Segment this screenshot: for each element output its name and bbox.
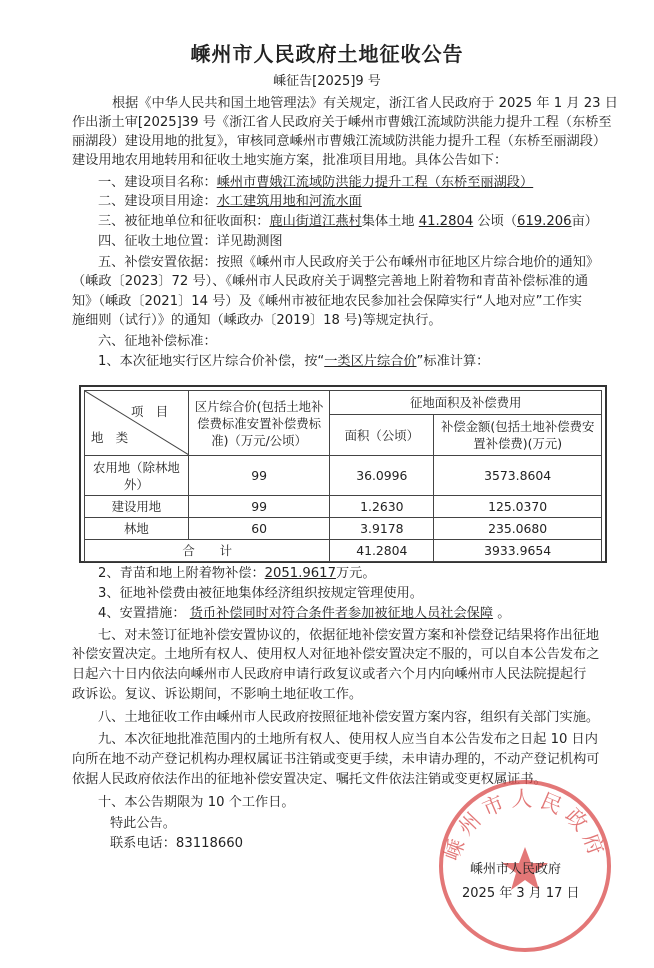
standard-item-2 — [98, 564, 376, 583]
land-price: 99 — [188, 496, 330, 518]
intro-line: 丽湖段）建设用地的批复》，审核同意嵊州市曹娥江流域防洪能力提升工程（东桥至丽湖段） — [72, 134, 607, 149]
table-row — [85, 518, 602, 540]
project-use-value: 水工建筑用地和河流水面 — [216, 194, 362, 209]
para9-line: 九、本次征地批准范围内的土地所有权人、使用权人应当自本公告发布之日起 10 日内 — [98, 732, 598, 747]
table-row — [85, 496, 602, 518]
item4-value: 货币补偿同时对符合条件者参加被征地人员社会保障 — [189, 606, 494, 621]
land-type: 林地 — [85, 518, 189, 540]
para7-line: 补偿安置决定。土地所有权人、使用权人对征地补偿安置决定不服的，可以自本公告发布之 — [72, 647, 600, 662]
area-mu-value: 619.206 — [517, 214, 572, 229]
area-header: 面积（公顷） — [330, 415, 434, 456]
table-row — [85, 456, 602, 496]
land-price: 60 — [188, 518, 330, 540]
basis-line: 施细则（试行）》的通知（嵊政办〔2019〕18 号)等规定执行。 — [72, 313, 442, 328]
land-amount: 235.0680 — [434, 518, 602, 540]
item-project-use — [98, 192, 362, 211]
item2-prefix: 2、青苗和地上附着物补偿： — [98, 566, 265, 581]
land-amount: 3573.8604 — [434, 456, 602, 496]
intro-line: 根据《中华人民共和国土地管理法》有关规定，浙江省人民政府于 2025 年 1 月 23 日 — [112, 96, 618, 111]
table-total-row — [85, 540, 602, 562]
basis-line: 知》（嵊政〔2021〕14 号）及《嵊州市被征地农民参加社会保障实行“人地对应”工作实 — [72, 294, 582, 309]
item4-prefix: 4、安置措施： — [98, 606, 186, 621]
page-title: 嵊州市人民政府土地征收公告 — [190, 42, 464, 66]
compensation-table — [84, 390, 602, 562]
para7-line: 日起六十日内依法向嵊州市人民政府申请行政复议或者六个月内向嵊州市人民法院提起行 — [72, 667, 587, 682]
unit-mid: 集体土地 — [361, 214, 415, 229]
document-number: 嵊征告[2025]9 号 — [273, 74, 381, 89]
item-location: 四、征收土地位置：详见勘测图 — [98, 234, 283, 249]
basis-line: （嵊政〔2023〕72 号）、《嵊州市人民政府关于调整完善地上附着物和青苗补偿标准的通 — [72, 274, 589, 289]
para7-line: 七、对未签订征地补偿安置协议的，依据征地补偿安置方案和补偿登记结果将作出征地 — [98, 628, 600, 643]
intro-line: 作出浙土审[2025]39 号《浙江省人民政府关于嵊州市曹娥江流域防洪能力提升工程（东桥至 — [72, 115, 612, 130]
item-project-name — [98, 173, 533, 192]
total-amount: 3933.9654 — [434, 540, 602, 562]
unit-value: 鹿山街道江燕村 — [269, 214, 362, 229]
price-header: 区片综合价(包括土地补偿费标准安置补偿费标准)（万元/公顷） — [188, 391, 330, 456]
para7-line: 政诉讼。复议、诉讼期间，不影响土地征收工作。 — [72, 687, 363, 702]
land-area: 1.2630 — [330, 496, 434, 518]
para9-line: 向所在地不动产登记机构办理权属证书注销或变更手续，未申请办理的，不动产登记机构可 — [72, 752, 600, 767]
item4-suffix: 。 — [497, 606, 511, 621]
table-corner-cell — [85, 391, 189, 456]
land-area: 3.9178 — [330, 518, 434, 540]
standard-item-3: 3、征地补偿费由被征地集体经济组织按规定管理使用。 — [98, 586, 423, 601]
land-area: 36.0996 — [330, 456, 434, 496]
item2-suffix: 万元。 — [335, 566, 376, 581]
item2-value: 2051.9617 — [264, 566, 336, 581]
total-area: 41.2804 — [330, 540, 434, 562]
seal-text: 嵊州市人民政府 — [439, 787, 611, 864]
signature-organization: 嵊州市人民政府 — [470, 862, 562, 877]
item-label: 二、建设项目用途： — [98, 194, 217, 209]
standard-item-1 — [98, 352, 489, 371]
land-amount: 125.0370 — [434, 496, 602, 518]
standard-1-value: 一类区片综合价 — [324, 354, 417, 369]
land-type: 建设用地 — [85, 496, 189, 518]
standard-item-4 — [98, 604, 510, 623]
para9-line: 依据人民政府依法作出的征地补偿安置决定、嘱托文件依法注销或变更权属证书。 — [72, 772, 547, 787]
area-value: 41.2804 — [418, 214, 474, 229]
paragraph-8: 八、土地征收工作由嵊州市人民政府按照征地补偿安置方案内容，组织有关部门实施。 — [98, 710, 600, 725]
item-label: 一、建设项目名称： — [98, 175, 217, 190]
area-unit: 公顷（ — [477, 214, 518, 229]
amount-header: 补偿金额(包括土地补偿费安置补偿费)(万元) — [434, 415, 602, 456]
area-mu-unit: 亩） — [571, 214, 598, 229]
standard-heading: 六、征地补偿标准： — [98, 334, 217, 349]
standard-1-suffix: ”标准计算： — [416, 354, 490, 369]
closing-text: 特此公告。 — [110, 816, 176, 831]
project-name-value: 嵊州市曹娥江流域防洪能力提升工程（东桥至丽湖段） — [216, 175, 534, 190]
basis-line: 五、补偿安置依据：按照《嵊州市人民政府关于公布嵊州市征地区片综合地价的通知》 — [98, 255, 600, 270]
standard-1-prefix: 1、本次征地实行区片综合价补偿，按“ — [98, 354, 325, 369]
group-header: 征地面积及补偿费用 — [330, 391, 602, 415]
signature-date: 2025 年 3 月 17 日 — [462, 886, 580, 901]
land-price: 99 — [188, 456, 330, 496]
contact-phone: 联系电话：83118660 — [110, 836, 244, 851]
total-label: 合 计 — [85, 540, 330, 562]
paragraph-10: 十、本公告期限为 10 个工作日。 — [98, 795, 295, 810]
item-unit-area — [98, 212, 598, 231]
land-type: 农用地（除林地外） — [85, 456, 189, 496]
corner-top-label: 项 目 — [131, 404, 169, 419]
item-label: 三、被征地单位和征收面积： — [98, 214, 270, 229]
intro-line: 建设用地农用地转用和征收土地实施方案，批准项目用地。具体公告如下： — [72, 153, 508, 168]
corner-bottom-label: 地 类 — [91, 430, 129, 445]
